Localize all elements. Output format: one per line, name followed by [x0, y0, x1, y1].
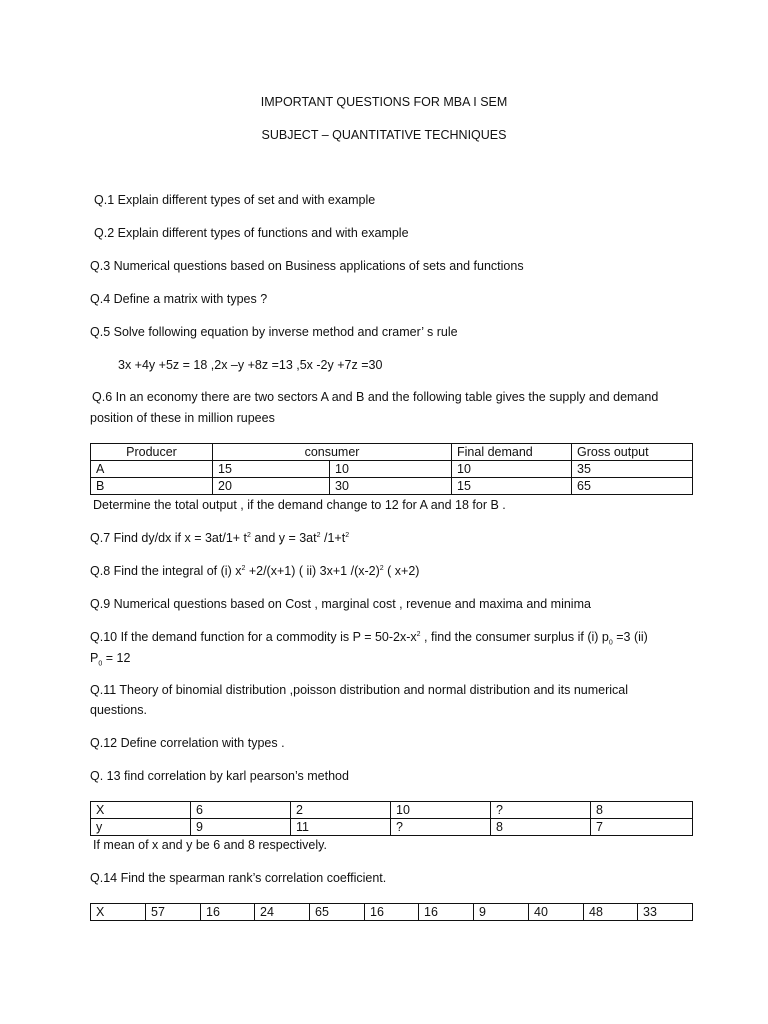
table-cell: y [91, 819, 191, 836]
question-2: Q.2 Explain different types of functions and with example [94, 226, 409, 240]
table-cell: 11 [291, 819, 391, 836]
document-title: IMPORTANT QUESTIONS FOR MBA I SEM [260, 95, 508, 109]
question-11-line-2: questions. [90, 703, 147, 717]
table-cell: 7 [591, 819, 693, 836]
table-cell: 16 [365, 904, 419, 921]
table-row [91, 904, 693, 921]
table-cell: 57 [146, 904, 201, 921]
table-row [91, 478, 693, 495]
question-6-instruction: Determine the total output , if the demand change to 12 for A and 18 for B . [93, 498, 506, 512]
question-10-line-2: $P_0 = 12$ [90, 651, 131, 668]
table-header-row [91, 444, 693, 461]
question-12: Q.12 Define correlation with types . [90, 736, 285, 750]
question-10-line-1: Q.10 If the demand function for a commodity is $P = 50-2x-x^2$ , find the consumer surplus if (i) $p_0 =3$ (ii) [90, 630, 648, 647]
subject-heading: SUBJECT – QUANTITATIVE TECHNIQUES [261, 128, 507, 142]
table-cell: 65 [310, 904, 365, 921]
q6-supply-demand-table [90, 443, 693, 495]
table-cell: 15 [213, 461, 330, 478]
table-cell: 6 [191, 802, 291, 819]
table-cell: 35 [572, 461, 693, 478]
question-13-note: If mean of x and y be 6 and 8 respectively. [93, 838, 327, 852]
question-8: Q.8 Find the integral of (i) $x^2 +2/(x+1)$ ( ii) 3x+1 $/(x-2)^2$ ( x+2) [90, 564, 420, 578]
table-cell: 33 [638, 904, 693, 921]
table-cell: 10 [391, 802, 491, 819]
table-cell: 2 [291, 802, 391, 819]
table-cell: X [91, 904, 146, 921]
table-header-cell: Producer [91, 444, 213, 461]
table-cell: 10 [330, 461, 452, 478]
question-6-line-2: position of these in million rupees [90, 411, 275, 425]
table-header-cell: consumer [213, 444, 452, 461]
table-cell: 65 [572, 478, 693, 495]
q14-rank-table [90, 903, 693, 921]
table-header-cell: Final demand [452, 444, 572, 461]
table-header-cell: Gross output [572, 444, 693, 461]
question-1: Q.1 Explain different types of set and with example [94, 193, 376, 207]
table-cell: B [91, 478, 213, 495]
table-cell: X [91, 802, 191, 819]
table-cell: 24 [255, 904, 310, 921]
table-cell: A [91, 461, 213, 478]
table-cell: 8 [591, 802, 693, 819]
table-cell: 20 [213, 478, 330, 495]
table-cell: 48 [584, 904, 638, 921]
table-cell: 40 [529, 904, 584, 921]
table-cell: ? [391, 819, 491, 836]
table-cell: 16 [201, 904, 255, 921]
q13-correlation-table [90, 801, 693, 836]
table-cell: 10 [452, 461, 572, 478]
question-9: Q.9 Numerical questions based on Cost , marginal cost , revenue and maxima and minima [90, 597, 591, 611]
question-14: Q.14 Find the spearman rank’s correlation coefficient. [90, 871, 387, 885]
table-cell: ? [491, 802, 591, 819]
table-cell: 15 [452, 478, 572, 495]
table-cell: 30 [330, 478, 452, 495]
question-11-line-1: Q.11 Theory of binomial distribution ,poisson distribution and normal distribution and its numerical [90, 683, 629, 697]
question-4: Q.4 Define a matrix with types ? [90, 292, 268, 306]
question-5: Q.5 Solve following equation by inverse method and cramer’ s rule [90, 325, 458, 339]
question-5-equation: 3x +4y +5z = 18 ,2x –y +8z =13 ,5x -2y +7z =30 [118, 358, 383, 372]
question-6-line-1: Q.6 In an economy there are two sectors A and B and the following table gives the supply and demand [92, 390, 659, 404]
question-3: Q.3 Numerical questions based on Business applications of sets and functions [90, 259, 524, 273]
table-row [91, 461, 693, 478]
table-cell: 8 [491, 819, 591, 836]
table-row [91, 802, 693, 819]
table-row [91, 819, 693, 836]
question-7: Q.7 Find dy/dx if $x = 3at/1+ t^2$ and $y = 3at^2$ $/1+t^2$ [90, 531, 350, 545]
table-cell: 16 [419, 904, 474, 921]
question-13: Q. 13 find correlation by karl pearson’s method [90, 769, 349, 783]
table-cell: 9 [474, 904, 529, 921]
table-cell: 9 [191, 819, 291, 836]
